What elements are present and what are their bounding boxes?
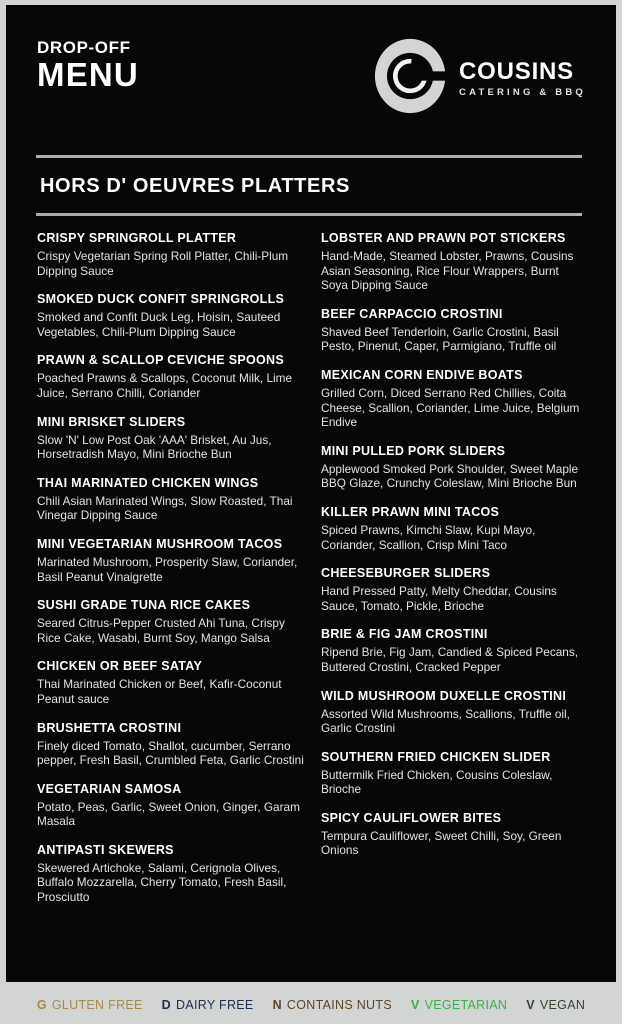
menu-item-name: MINI VEGETARIAN MUSHROOM TACOS [37, 536, 283, 551]
section-title: HORS D' OEUVRES PLATTERS [40, 175, 350, 197]
legend-code: G [36, 998, 47, 1012]
menu-item-desc: Hand Pressed Patty, Melty Cheddar, Cousins Sauce, Tomato, Pickle, Brioche [321, 584, 557, 613]
menu-item-name: ANTIPASTI SKEWERS [37, 842, 174, 857]
menu-item [37, 353, 309, 400]
cousins-logo-icon [374, 36, 450, 121]
brand-tagline: CATERING & BBQ [459, 86, 586, 98]
legend-code: V [526, 998, 535, 1012]
menu-item-desc: Seared Citrus-Pepper Crusted Ahi Tuna, Crispy Rice Cake, Wasabi, Burnt Soy, Mango Salsa [37, 616, 285, 645]
menu-item [321, 231, 588, 293]
legend-label: VEGAN [539, 998, 586, 1012]
menu-item [37, 231, 309, 278]
menu-item-name: SMOKED DUCK CONFIT SPRINGROLLS [37, 292, 285, 307]
menu-item [37, 476, 309, 523]
legend-entry [162, 998, 254, 1012]
menu-item [37, 415, 309, 462]
menu-item-name: KILLER PRAWN MINI TACOS [321, 504, 500, 519]
menu-item [37, 782, 309, 829]
menu-item-desc: Skewered Artichoke, Salami, Cerignola Olives, Buffalo Mozzarella, Cherry Tomato, Fresh Basil, Prosciutto [37, 860, 287, 905]
legend-entry [411, 998, 507, 1012]
legend-code: D [161, 998, 171, 1012]
menu-columns [6, 216, 616, 919]
menu-item-desc: Finely diced Tomato, Shallot, cucumber, Serrano pepper, Fresh Basil, Crumbled Feta, Garlic Crostini [37, 738, 304, 768]
menu-panel [6, 5, 616, 982]
menu-item [321, 368, 588, 430]
menu-item [321, 811, 588, 858]
dietary-legend [0, 994, 622, 1016]
menu-column-right [321, 231, 588, 919]
menu-item-desc: Slow 'N' Low Post Oak 'AAA' Brisket, Au Jus, Horsetradish Mayo, Mini Brioche Bun [37, 432, 272, 462]
legend-label: VEGETARIAN [424, 998, 508, 1012]
menu-item [37, 659, 309, 706]
menu-title [37, 38, 139, 92]
menu-title-kicker: DROP-OFF [37, 38, 131, 57]
menu-item [37, 292, 309, 339]
menu-item-name: LOBSTER AND PRAWN POT STICKERS [321, 231, 566, 245]
menu-item-desc: Shaved Beef Tenderloin, Garlic Crostini, Basil Pesto, Pinenut, Caper, Parmigiano, Truffle oil [321, 324, 559, 354]
legend-code: V [410, 998, 420, 1012]
menu-item-name: BRUSHETTA CROSTINI [37, 720, 182, 735]
menu-item-name: SOUTHERN FRIED CHICKEN SLIDER [321, 749, 551, 764]
menu-item-desc: Hand-Made, Steamed Lobster, Prawns, Cousins Asian Seasoning, Rice Flour Wrappers, Burnt Soya Dipping Sauce [321, 249, 574, 293]
legend-code: N [272, 998, 282, 1012]
legend-label: DAIRY FREE [176, 998, 254, 1012]
menu-item-name: MINI BRISKET SLIDERS [37, 414, 186, 429]
menu-item-desc: Chili Asian Marinated Wings, Slow Roasted, Thai Vinegar Dipping Sauce [37, 493, 293, 523]
legend-label: GLUTEN FREE [51, 998, 143, 1012]
menu-item-desc: Tempura Cauliflower, Sweet Chilli, Soy, Green Onions [321, 828, 562, 858]
section-rule-top [36, 155, 582, 158]
menu-column-left [37, 231, 309, 919]
menu-item [321, 689, 588, 736]
menu-item [321, 505, 588, 552]
menu-item-desc: Crispy Vegetarian Spring Roll Platter, Chili-Plum Dipping Sauce [37, 249, 289, 278]
menu-item-name: THAI MARINATED CHICKEN WINGS [37, 475, 259, 490]
menu-item [37, 537, 309, 584]
menu-item-desc: Grilled Corn, Diced Serrano Red Chillies, Coita Cheese, Scallion, Coriander, Lime Juice, Belgium Endive [321, 385, 580, 430]
menu-item [321, 627, 588, 674]
legend-entry [526, 998, 585, 1012]
menu-item-name: CHEESEBURGER SLIDERS [321, 566, 491, 581]
menu-item-name: SUSHI GRADE TUNA RICE CAKES [37, 598, 251, 613]
menu-item [37, 843, 309, 905]
menu-title-main: MENU [37, 56, 139, 93]
brand-lockup [374, 36, 586, 121]
menu-item [37, 598, 309, 645]
menu-item-name: CRISPY SPRINGROLL PLATTER [37, 231, 237, 245]
menu-item-desc: Thai Marinated Chicken or Beef, Kafir-Coconut Peanut sauce [37, 677, 282, 706]
menu-item [321, 750, 588, 797]
menu-item-name: PRAWN & SCALLOP CEVICHE SPOONS [37, 353, 284, 368]
legend-label: CONTAINS NUTS [286, 998, 392, 1012]
legend-entry [273, 998, 392, 1012]
menu-item [321, 444, 588, 491]
menu-item-name: SPICY CAULIFLOWER BITES [321, 810, 502, 825]
legend-entry [37, 998, 143, 1012]
menu-item-desc: Marinated Mushroom, Prosperity Slaw, Coriander, Basil Peanut Vinaigrette [37, 554, 298, 584]
menu-item-desc: Spiced Prawns, Kimchi Slaw, Kupi Mayo, Coriander, Scallion, Crisp Mini Taco [321, 522, 536, 552]
menu-item-desc: Assorted Wild Mushrooms, Scallions, Truffle oil, Garlic Crostini [321, 706, 570, 736]
menu-item-desc: Potato, Peas, Garlic, Sweet Onion, Ginger, Garam Masala [37, 799, 300, 829]
menu-item-desc: Applewood Smoked Pork Shoulder, Sweet Maple BBQ Glaze, Crunchy Coleslaw, Mini Brioche Bun [321, 461, 579, 491]
menu-item-desc: Smoked and Confit Duck Leg, Hoisin, Sauteed Vegetables, Chili-Plum Dipping Sauce [37, 310, 281, 339]
brand-text [459, 57, 586, 98]
menu-item [321, 307, 588, 354]
menu-item-desc: Poached Prawns & Scallops, Coconut Milk, Lime Juice, Serrano Chilli, Coriander [37, 371, 293, 400]
menu-item-desc: Ripend Brie, Fig Jam, Candied & Spiced Pecans, Buttered Crostini, Cracked Pepper [321, 645, 579, 674]
menu-item-name: MINI PULLED PORK SLIDERS [321, 443, 506, 458]
menu-item [37, 721, 309, 768]
menu-item-name: CHICKEN OR BEEF SATAY [37, 659, 203, 674]
brand-name: COUSINS [459, 57, 574, 85]
menu-item-name: BEEF CARPACCIO CROSTINI [321, 306, 503, 321]
menu-item-name: VEGETARIAN SAMOSA [37, 781, 182, 796]
menu-item-desc: Buttermilk Fried Chicken, Cousins Coleslaw, Brioche [321, 767, 553, 797]
menu-item-name: BRIE & FIG JAM CROSTINI [321, 627, 488, 642]
menu-item-name: WILD MUSHROOM DUXELLE CROSTINI [321, 688, 567, 703]
menu-header [6, 5, 616, 121]
menu-item-name: MEXICAN CORN ENDIVE BOATS [321, 367, 523, 382]
menu-item [321, 566, 588, 613]
